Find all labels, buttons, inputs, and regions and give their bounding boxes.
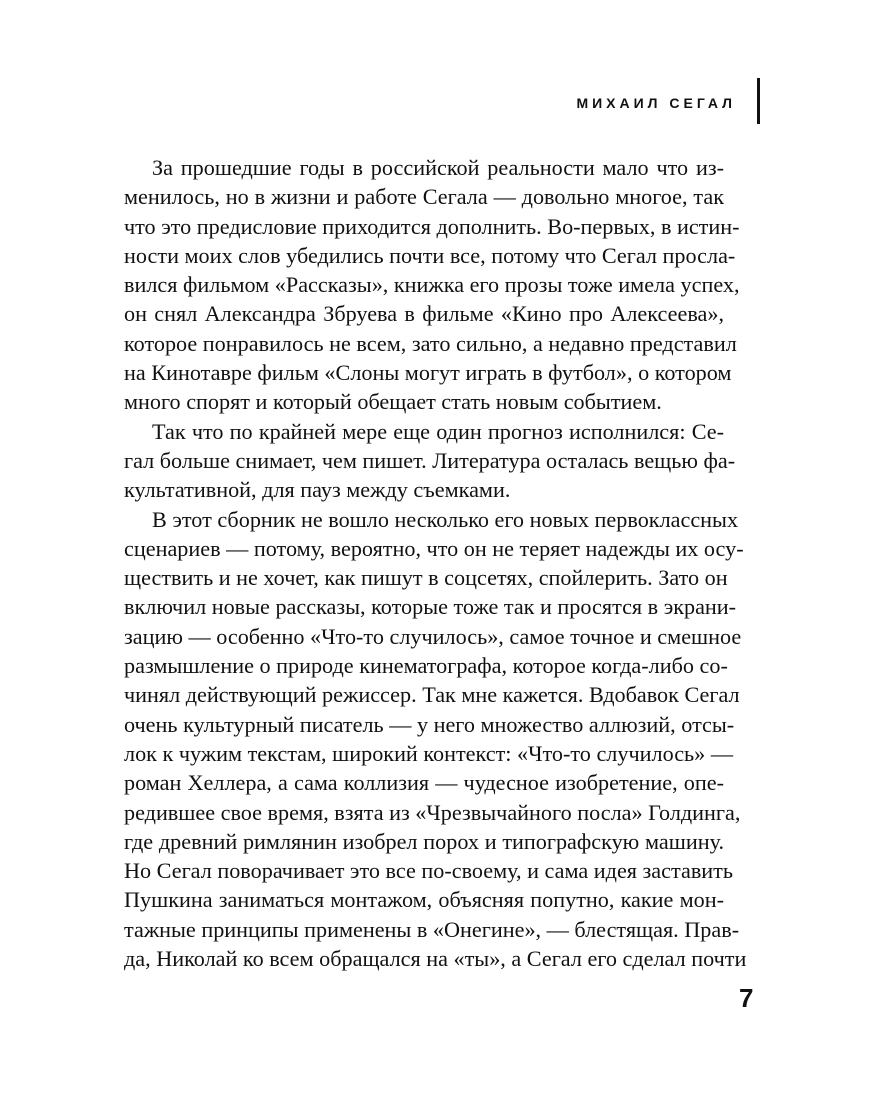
paragraphs (124, 153, 747, 973)
text-line: размышление о природе кинематографа, которое когда-либо со- (124, 653, 728, 679)
text-line: Пушкина заниматься монтажом, объясняя попутно, какие мон- (124, 887, 724, 913)
text-line: на Кинотавре фильм «Слоны могут играть в футбол», о котором (124, 360, 732, 386)
text-line: которое понравилось не всем, зато сильно, а недавно представил (124, 330, 737, 356)
text-line: гал больше снимает, чем пишет. Литература осталась вещью фа- (124, 447, 736, 473)
text-line: зацию — особенно «Что-то случилось», самое точное и смешное (124, 623, 742, 649)
header-vertical-rule (757, 78, 760, 124)
text-line: В этот сборник не вошло несколько его новых первоклассных (152, 506, 739, 532)
page-number: 7 (739, 983, 754, 1013)
text-line: включил новые рассказы, которые тоже так и просятся в экрани- (124, 594, 737, 620)
text-line: вился фильмом «Рассказы», книжка его прозы тоже имела успех, (124, 272, 740, 298)
text-line: ности моих слов убедились почти все, потому что Сегал просла- (124, 242, 736, 268)
text-line: культативной, для пауз между съемками. (124, 477, 511, 503)
running-head: МИХАИЛ СЕГАЛ (576, 95, 736, 111)
text-line: тажные принципы применены в «Онегине», — блестящая. Прав- (124, 916, 740, 942)
text-line: да, Николай ко всем обращался на «ты», а Сегал его сделал почти (124, 946, 747, 972)
text-line: Но Сегал поворачивает это все по-своему, и сама идея заставить (124, 858, 733, 884)
text-line: что это предисловие приходится дополнить. Во-первых, в истин- (124, 213, 740, 239)
text-line: он снял Александра Збруева в фильме «Кино про Алексеева», (124, 301, 724, 327)
text-line: ществить и не хочет, как пишут в соцсетях, спойлерить. Зато он (124, 565, 728, 591)
body-text (124, 153, 747, 973)
text-line: сценариев — потому, вероятно, что он не теряет надежды их осу- (124, 535, 744, 561)
text-line: За прошедшие годы в российской реальности мало что из- (152, 155, 724, 180)
text-line: редившее свое время, взята из «Чрезвычайного посла» Голдинга, (124, 799, 741, 825)
text-line: чинял действующий режиссер. Так мне кажется. Вдобавок Сегал (124, 682, 740, 708)
text-line: роман Хеллера, а сама коллизия — чудесное изобретение, опе- (124, 770, 724, 796)
text-line: очень культурный писатель — у него множество аллюзий, отсы- (124, 711, 735, 737)
text-line: где древний римлянин изобрел порох и типографскую машину. (124, 828, 724, 854)
text-line: менилось, но в жизни и работе Сегала — довольно многое, так (124, 184, 724, 210)
text-line: Так что по крайней мере еще один прогноз исполнился: Се- (152, 418, 724, 444)
text-line: много спорят и который обещает стать новым событием. (124, 389, 662, 415)
text-line: лок к чужим текстам, широкий контекст: «Что-то случилось» — (124, 740, 734, 766)
